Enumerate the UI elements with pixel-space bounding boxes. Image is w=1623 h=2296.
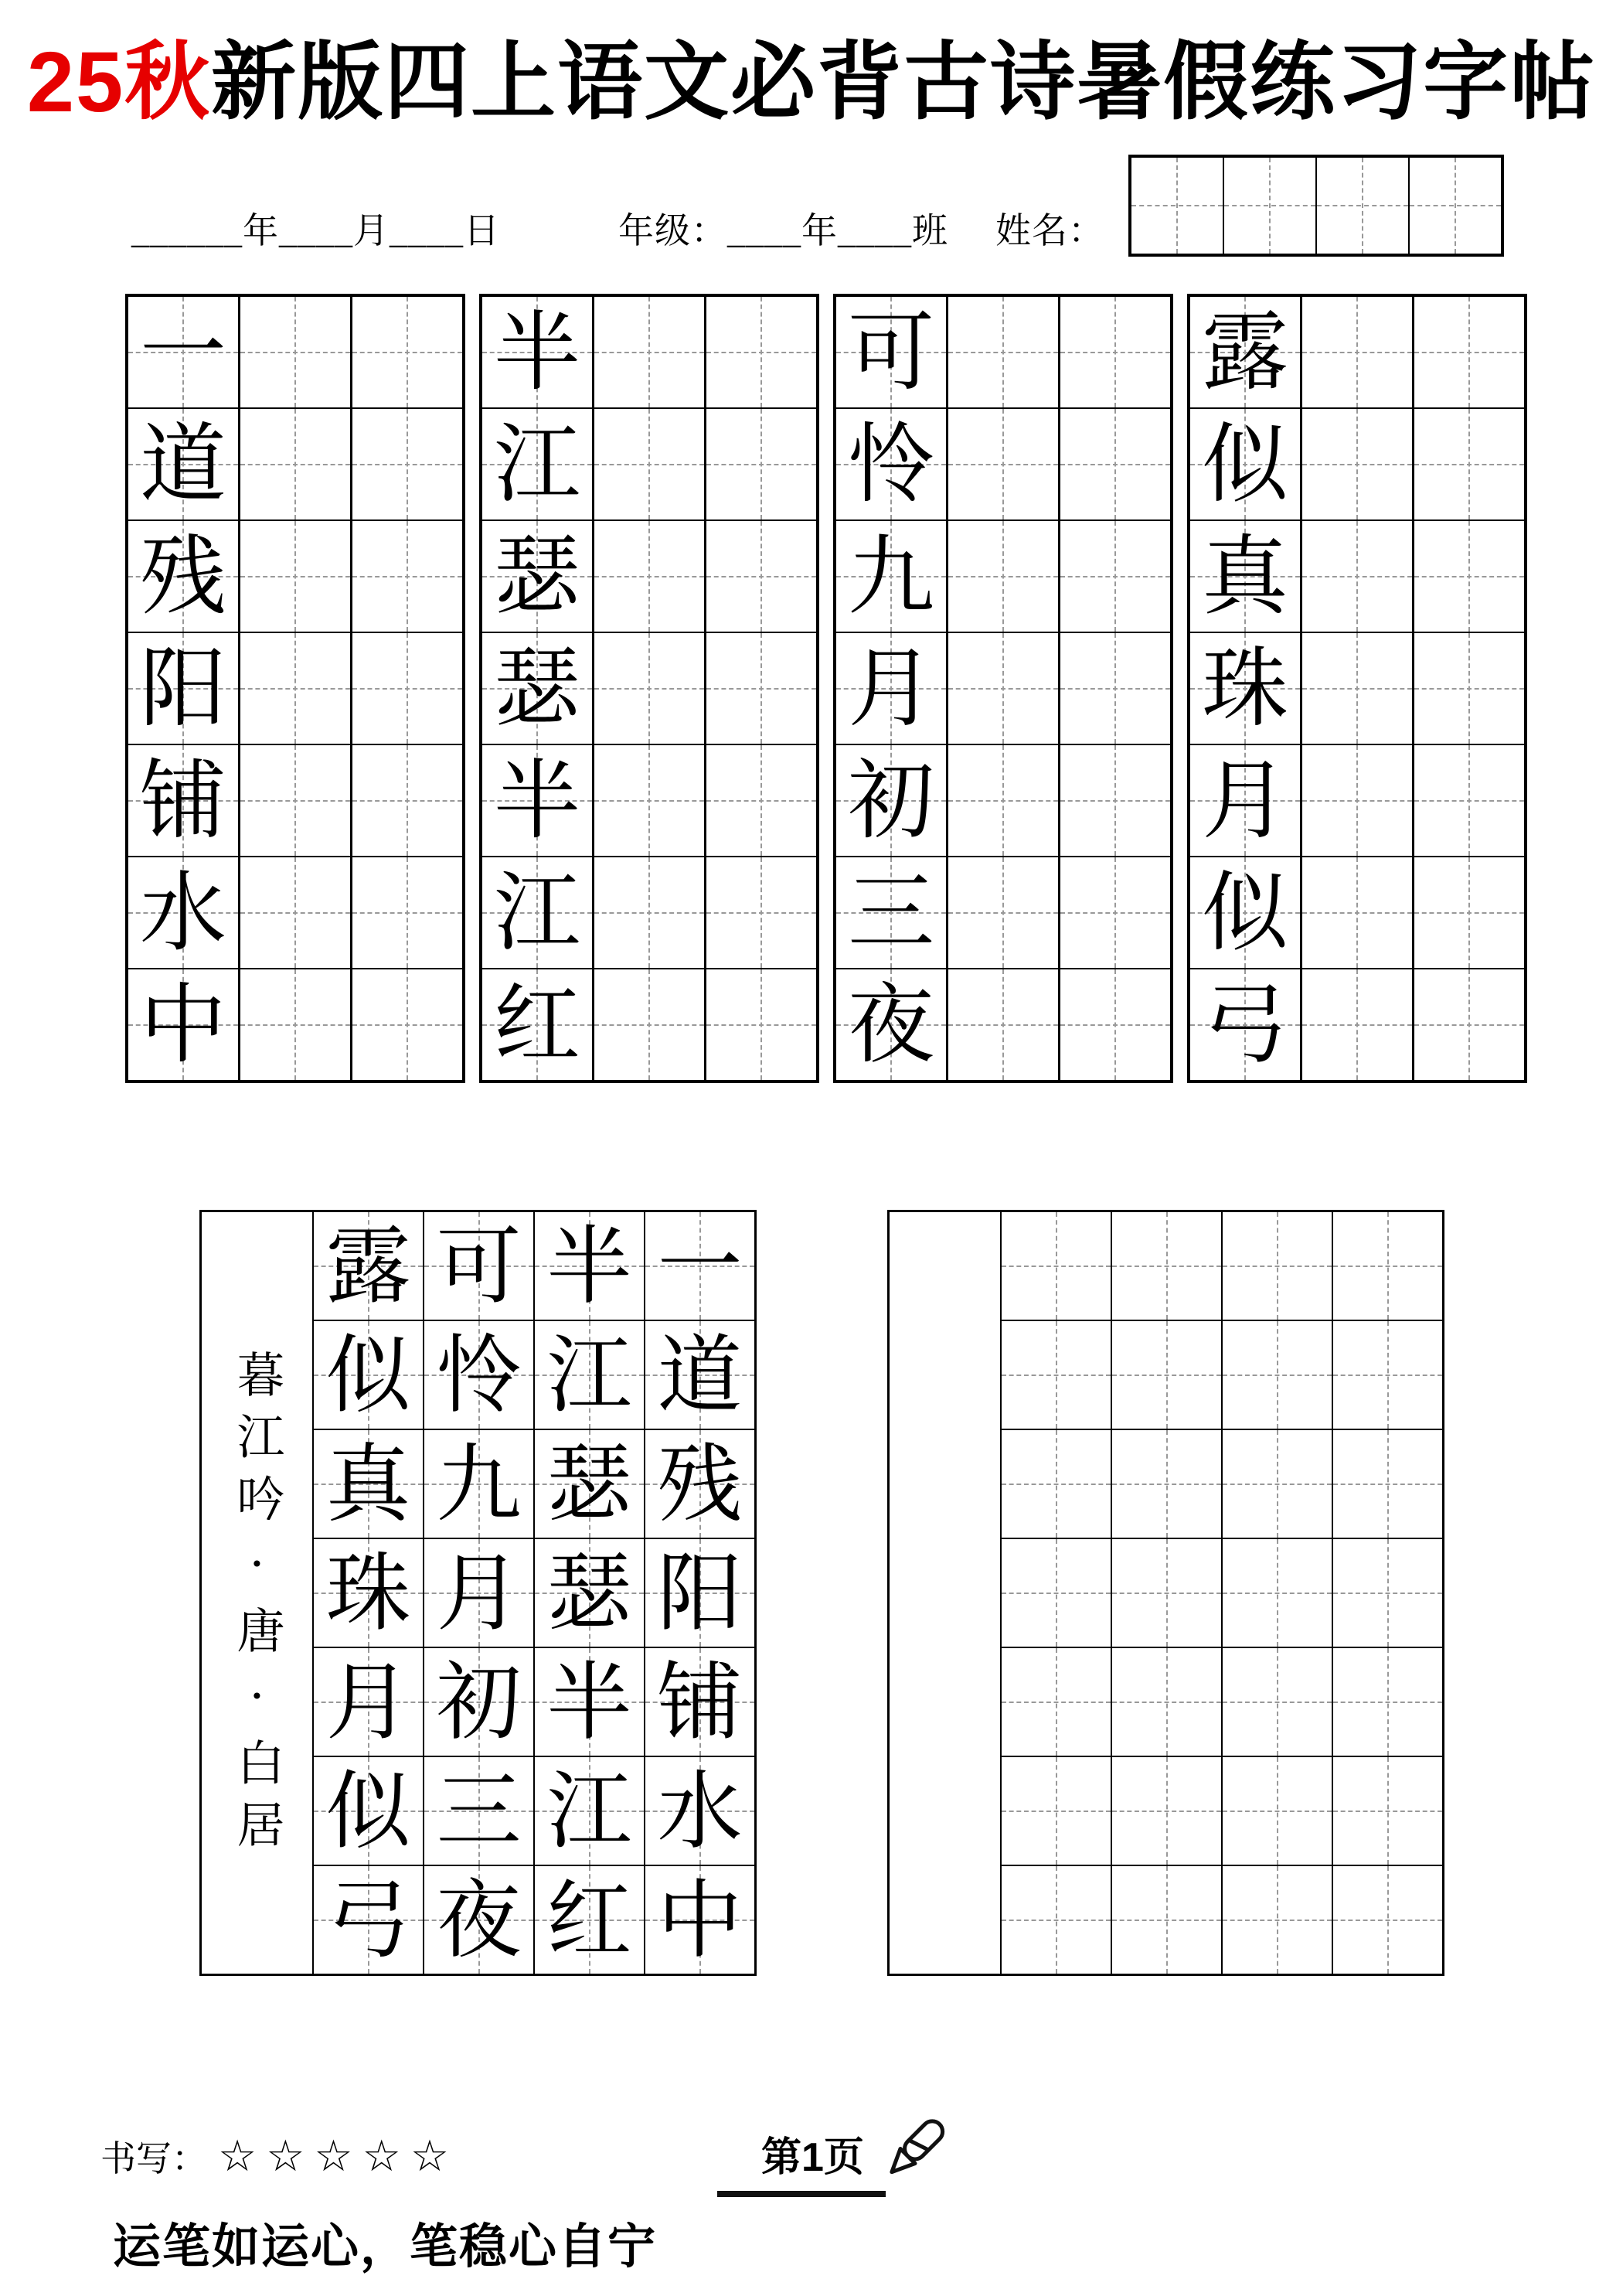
practice-cell[interactable] — [948, 297, 1060, 409]
poem-character: 半 — [546, 1652, 632, 1752]
empty-practice-cell[interactable] — [1002, 1866, 1111, 1974]
poem-character: 怜 — [436, 1325, 522, 1425]
poem-column — [312, 1212, 423, 1974]
poem-character-cell — [535, 1757, 644, 1866]
pen-outline-icon — [872, 2109, 958, 2199]
empty-practice-cell[interactable] — [1223, 1648, 1332, 1757]
practice-cell[interactable] — [594, 521, 706, 633]
model-character: 江 — [494, 414, 580, 515]
practice-grid-row — [836, 745, 1170, 857]
practice-cell[interactable] — [240, 857, 352, 969]
practice-cell[interactable] — [240, 297, 352, 409]
model-character: 九 — [848, 526, 934, 627]
model-character: 残 — [140, 526, 226, 627]
model-character-cell — [128, 633, 240, 745]
poem-character: 真 — [325, 1434, 411, 1534]
poem-character-cell — [424, 1866, 533, 1974]
model-character-cell — [482, 745, 594, 857]
model-character-cell — [1190, 969, 1302, 1080]
model-character: 露 — [1202, 301, 1288, 403]
poem-character: 露 — [325, 1216, 411, 1316]
practice-grid-row — [128, 969, 462, 1080]
practice-grid-row — [836, 521, 1170, 633]
model-character: 弓 — [1202, 974, 1288, 1075]
practice-cell[interactable] — [1414, 633, 1524, 745]
practice-cell[interactable] — [1414, 521, 1524, 633]
practice-grid-row — [1190, 521, 1524, 633]
practice-grid-row — [1190, 857, 1524, 969]
poem-character-cell — [424, 1757, 533, 1866]
poem-character-cell — [314, 1212, 423, 1321]
model-character: 可 — [848, 301, 934, 403]
name-grid-cell[interactable] — [1410, 158, 1501, 254]
model-character: 珠 — [1202, 638, 1288, 739]
poem-character-cell — [645, 1757, 754, 1866]
page-number-underline — [717, 2191, 886, 2197]
poem-character: 江 — [546, 1761, 632, 1861]
practice-cell[interactable] — [594, 297, 706, 409]
empty-practice-cell[interactable] — [1002, 1321, 1111, 1430]
poem-character: 月 — [436, 1543, 522, 1643]
practice-cell[interactable] — [1302, 297, 1414, 409]
rating-stars[interactable]: ☆☆☆☆☆ — [218, 2131, 459, 2182]
practice-grid-row — [128, 857, 462, 969]
model-character-cell — [128, 969, 240, 1080]
practice-cell[interactable] — [706, 521, 816, 633]
practice-grid-row — [482, 969, 816, 1080]
poem-character: 三 — [436, 1761, 522, 1861]
practice-cell[interactable] — [948, 745, 1060, 857]
model-character-cell — [836, 409, 948, 521]
model-character: 红 — [494, 974, 580, 1075]
model-character: 铺 — [140, 750, 226, 851]
practice-grid-row — [836, 857, 1170, 969]
poem-character-cell — [535, 1212, 644, 1321]
practice-cell[interactable] — [240, 745, 352, 857]
rating-label: 书写： — [100, 2139, 207, 2178]
empty-practice-column — [1111, 1212, 1221, 1974]
practice-cell[interactable] — [706, 297, 816, 409]
poem-character: 道 — [657, 1325, 743, 1425]
name-label: 姓名： — [995, 211, 1104, 250]
practice-cell[interactable] — [948, 857, 1060, 969]
model-character: 半 — [494, 750, 580, 851]
poem-side-title: 暮江吟·唐·白居 — [229, 1350, 285, 1862]
model-character-cell — [128, 297, 240, 409]
practice-cell[interactable] — [594, 633, 706, 745]
empty-practice-cell[interactable] — [1333, 1430, 1442, 1539]
practice-grid-row — [128, 409, 462, 521]
poem-character: 似 — [325, 1325, 411, 1425]
empty-practice-cell[interactable] — [1333, 1212, 1442, 1321]
model-character: 瑟 — [494, 526, 580, 627]
model-character: 江 — [494, 862, 580, 963]
empty-practice-cell[interactable] — [1223, 1321, 1332, 1430]
practice-cell[interactable] — [352, 409, 462, 521]
empty-practice-cell[interactable] — [1333, 1866, 1442, 1974]
poem-side-title-column — [202, 1212, 312, 1974]
model-character: 似 — [1202, 414, 1288, 515]
poem-character: 瑟 — [546, 1434, 632, 1534]
practice-cell[interactable] — [352, 969, 462, 1080]
model-character: 月 — [848, 638, 934, 739]
model-character-cell — [836, 745, 948, 857]
empty-practice-column — [1221, 1212, 1332, 1974]
vertical-poem-box — [199, 1210, 757, 1976]
practice-cell[interactable] — [352, 633, 462, 745]
empty-practice-cell[interactable] — [1223, 1212, 1332, 1321]
poem-character: 九 — [436, 1434, 522, 1534]
model-character: 一 — [140, 301, 226, 403]
practice-cell[interactable] — [1060, 297, 1170, 409]
practice-cell[interactable] — [594, 745, 706, 857]
poem-character: 夜 — [436, 1870, 522, 1970]
model-character-cell — [482, 409, 594, 521]
poem-column — [533, 1212, 644, 1974]
model-character-cell — [128, 521, 240, 633]
practice-cell[interactable] — [1302, 409, 1414, 521]
poem-character: 阳 — [657, 1543, 743, 1643]
model-character-cell — [128, 745, 240, 857]
page-number: 第1页 — [761, 2135, 864, 2180]
practice-cell[interactable] — [1414, 969, 1524, 1080]
practice-cell[interactable] — [1414, 409, 1524, 521]
empty-practice-cell[interactable] — [1112, 1539, 1221, 1648]
model-character-cell — [1190, 297, 1302, 409]
model-character-cell — [836, 633, 948, 745]
model-character: 初 — [848, 750, 934, 851]
practice-cell[interactable] — [240, 409, 352, 521]
empty-practice-cell[interactable] — [1002, 1212, 1111, 1321]
empty-practice-cell[interactable] — [1002, 1539, 1111, 1648]
poem-column — [644, 1212, 754, 1974]
model-character: 阳 — [140, 638, 226, 739]
page-title — [0, 34, 1623, 132]
model-character-cell — [1190, 857, 1302, 969]
model-character-cell — [482, 633, 594, 745]
poem-character-cell — [645, 1648, 754, 1757]
practice-grid — [833, 294, 1173, 1083]
practice-grid-row — [482, 297, 816, 409]
practice-cell[interactable] — [1302, 745, 1414, 857]
model-character-cell — [836, 521, 948, 633]
practice-cell[interactable] — [594, 857, 706, 969]
model-character-cell — [482, 857, 594, 969]
poem-character: 可 — [436, 1216, 522, 1316]
name-grid-cell[interactable] — [1317, 158, 1410, 254]
empty-practice-column — [1000, 1212, 1111, 1974]
model-character-cell — [1190, 521, 1302, 633]
practice-grid-row — [1190, 633, 1524, 745]
footer-motto: 运笔如运心，笔稳心自宁 — [113, 2220, 658, 2274]
practice-cell[interactable] — [948, 409, 1060, 521]
practice-cell[interactable] — [1414, 297, 1524, 409]
poem-character-cell — [535, 1648, 644, 1757]
practice-cell[interactable] — [1060, 969, 1170, 1080]
poem-character: 中 — [657, 1870, 743, 1970]
rating-row — [100, 2131, 458, 2182]
poem-character-cell — [645, 1321, 754, 1430]
poem-character: 铺 — [657, 1652, 743, 1752]
poem-character-cell — [314, 1866, 423, 1974]
practice-cell[interactable] — [352, 857, 462, 969]
practice-grid-row — [836, 297, 1170, 409]
model-character-cell — [128, 409, 240, 521]
empty-practice-box — [887, 1210, 1444, 1976]
empty-practice-cell[interactable] — [1333, 1648, 1442, 1757]
practice-grid-row — [482, 857, 816, 969]
model-character: 怜 — [848, 414, 934, 515]
practice-cell[interactable] — [352, 745, 462, 857]
practice-cell[interactable] — [948, 633, 1060, 745]
poem-character-cell — [314, 1757, 423, 1866]
practice-cell[interactable] — [706, 409, 816, 521]
poem-character: 红 — [546, 1870, 632, 1970]
poem-character: 一 — [657, 1216, 743, 1316]
model-character-cell — [1190, 633, 1302, 745]
practice-grid-row — [482, 409, 816, 521]
poem-character: 江 — [546, 1325, 632, 1425]
practice-cell[interactable] — [594, 409, 706, 521]
empty-practice-cell[interactable] — [1223, 1539, 1332, 1648]
empty-practice-cell[interactable] — [1002, 1757, 1111, 1866]
practice-cell[interactable] — [1302, 857, 1414, 969]
model-character-cell — [836, 297, 948, 409]
practice-grid-row — [836, 969, 1170, 1080]
empty-practice-cell[interactable] — [1112, 1866, 1221, 1974]
practice-cell[interactable] — [948, 521, 1060, 633]
grade-class-blanks[interactable]: 年级：____年____班 — [618, 211, 948, 250]
poem-character-cell — [645, 1866, 754, 1974]
poem-character: 半 — [546, 1216, 632, 1316]
poem-character-cell — [314, 1430, 423, 1539]
empty-practice-cell[interactable] — [1112, 1757, 1221, 1866]
poem-character: 珠 — [325, 1543, 411, 1643]
empty-practice-cell[interactable] — [1112, 1212, 1221, 1321]
practice-cell[interactable] — [1060, 409, 1170, 521]
model-character-cell — [836, 969, 948, 1080]
practice-cell[interactable] — [1060, 521, 1170, 633]
model-character: 水 — [140, 862, 226, 963]
empty-practice-column — [1332, 1212, 1442, 1974]
model-character: 瑟 — [494, 638, 580, 739]
practice-cell[interactable] — [1302, 521, 1414, 633]
practice-cell[interactable] — [706, 633, 816, 745]
practice-grid-row — [482, 633, 816, 745]
practice-cell[interactable] — [240, 969, 352, 1080]
poem-character-cell — [535, 1321, 644, 1430]
model-character: 半 — [494, 301, 580, 403]
date-blanks[interactable]: ______年____月____日 — [131, 211, 500, 250]
empty-practice-cell[interactable] — [1223, 1757, 1332, 1866]
practice-grid-row — [836, 409, 1170, 521]
model-character: 真 — [1202, 526, 1288, 627]
practice-cell[interactable] — [706, 745, 816, 857]
practice-grid-row — [1190, 745, 1524, 857]
model-character: 似 — [1202, 862, 1288, 963]
empty-practice-cell[interactable] — [1112, 1648, 1221, 1757]
poem-character-cell — [645, 1539, 754, 1648]
poem-character-cell — [535, 1539, 644, 1648]
practice-grid-row — [1190, 297, 1524, 409]
model-character: 夜 — [848, 974, 934, 1075]
practice-grid-row — [836, 633, 1170, 745]
practice-cell[interactable] — [240, 521, 352, 633]
poem-character-cell — [424, 1648, 533, 1757]
poem-character-cell — [424, 1430, 533, 1539]
model-character-cell — [836, 857, 948, 969]
model-character: 道 — [140, 414, 226, 515]
practice-cell[interactable] — [240, 633, 352, 745]
poem-column — [423, 1212, 533, 1974]
practice-cell[interactable] — [1060, 633, 1170, 745]
title-main-text: 新版四上语文必背古诗暑假练习字帖 — [211, 35, 1597, 130]
model-character-cell — [1190, 409, 1302, 521]
model-character-cell — [482, 297, 594, 409]
poem-character-cell — [645, 1430, 754, 1539]
practice-cell[interactable] — [1060, 857, 1170, 969]
empty-practice-cell[interactable] — [1333, 1757, 1442, 1866]
model-character-cell — [1190, 745, 1302, 857]
practice-grid-row — [128, 521, 462, 633]
empty-practice-cell[interactable] — [1223, 1866, 1332, 1974]
poem-character-cell — [424, 1212, 533, 1321]
model-character-cell — [128, 857, 240, 969]
empty-title-column — [890, 1212, 1000, 1974]
practice-cell[interactable] — [1302, 633, 1414, 745]
practice-grid-row — [128, 297, 462, 409]
practice-grid-row — [482, 521, 816, 633]
practice-grid-row — [128, 633, 462, 745]
practice-grid-row — [482, 745, 816, 857]
poem-character-cell — [314, 1539, 423, 1648]
poem-character-cell — [535, 1866, 644, 1974]
poem-character-cell — [314, 1648, 423, 1757]
empty-practice-cell[interactable] — [1333, 1539, 1442, 1648]
practice-grid — [479, 294, 819, 1083]
practice-grid-row — [1190, 969, 1524, 1080]
poem-character-cell — [314, 1321, 423, 1430]
empty-practice-cell[interactable] — [1333, 1321, 1442, 1430]
practice-cell[interactable] — [352, 521, 462, 633]
poem-character: 水 — [657, 1761, 743, 1861]
name-grid[interactable] — [1128, 155, 1504, 257]
poem-character: 初 — [436, 1652, 522, 1752]
model-character: 中 — [140, 974, 226, 1075]
practice-grid-row — [1190, 409, 1524, 521]
name-grid-cell[interactable] — [1224, 158, 1317, 254]
model-character: 月 — [1202, 750, 1288, 851]
practice-grid — [1187, 294, 1527, 1083]
practice-grid — [125, 294, 465, 1083]
poem-character: 瑟 — [546, 1543, 632, 1643]
practice-cell[interactable] — [706, 857, 816, 969]
empty-practice-cell[interactable] — [1112, 1430, 1221, 1539]
poem-character: 似 — [325, 1761, 411, 1861]
empty-practice-cell[interactable] — [1002, 1430, 1111, 1539]
title-edition-red: 25秋 — [26, 35, 212, 130]
poem-character-cell — [424, 1539, 533, 1648]
poem-character-cell — [535, 1430, 644, 1539]
empty-practice-cell[interactable] — [1112, 1321, 1221, 1430]
empty-practice-cell[interactable] — [1223, 1430, 1332, 1539]
practice-cell[interactable] — [1414, 745, 1524, 857]
model-character-cell — [482, 969, 594, 1080]
poem-character: 残 — [657, 1434, 743, 1534]
poem-character-cell — [424, 1321, 533, 1430]
model-character-cell — [482, 521, 594, 633]
practice-cell[interactable] — [352, 297, 462, 409]
practice-grid-row — [128, 745, 462, 857]
empty-practice-cell[interactable] — [1002, 1648, 1111, 1757]
practice-cell[interactable] — [706, 969, 816, 1080]
poem-character: 月 — [325, 1652, 411, 1752]
practice-cell[interactable] — [594, 969, 706, 1080]
practice-cell[interactable] — [1060, 745, 1170, 857]
poem-character: 弓 — [325, 1870, 411, 1970]
practice-cell[interactable] — [1414, 857, 1524, 969]
practice-cell[interactable] — [1302, 969, 1414, 1080]
model-character: 三 — [848, 862, 934, 963]
practice-cell[interactable] — [948, 969, 1060, 1080]
name-grid-cell[interactable] — [1131, 158, 1224, 254]
poem-character-cell — [645, 1212, 754, 1321]
